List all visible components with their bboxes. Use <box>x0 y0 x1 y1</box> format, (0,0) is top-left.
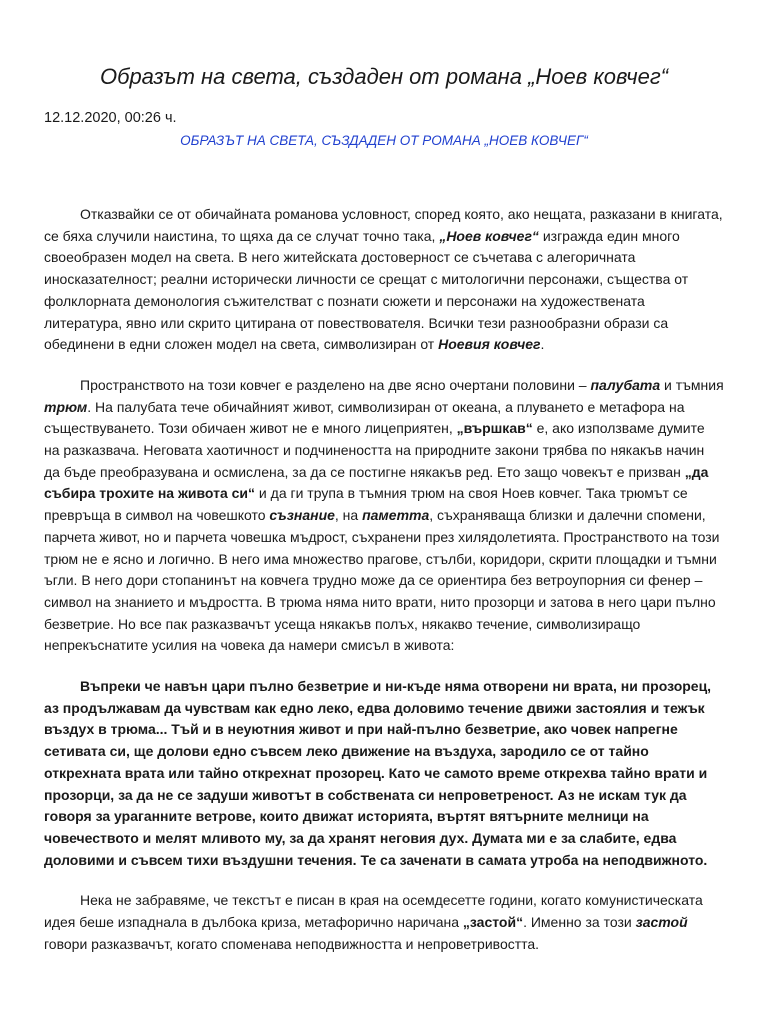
text-run: , на <box>334 507 363 524</box>
emphasis-zastoy: застой <box>635 914 688 931</box>
page-title: Образът на света, създаден от романа „Ноев ковчег“ <box>99 64 669 89</box>
paragraph-2 <box>44 375 724 657</box>
text-run: е, ако използваме думите на разказвача. Неговата хаотичност и подчинеността на природните закони трябва по някакъв начин да бъде преобразувана и осмислена, за да се постигне някакъв ред. Ето защо човекът е призван <box>44 420 705 480</box>
article-subtitle: ОБРАЗЪТ НА СВЕТА, СЪЗДАДЕН ОТ РОМАНА „НОЕВ КОВЧЕГ“ <box>180 133 588 148</box>
text-run: говори разказвачът, когато споменава неподвижността и непроветривостта. <box>44 935 540 952</box>
article-body <box>44 204 724 956</box>
emphasis-trohite: „да събира трохите на живота си“ <box>44 463 709 502</box>
text-run: изгражда един много своеобразен модел на света. В него житейската достоверност се съчетава с алегоричната иносказателност; реални исторически личности се срещат с митологични персонажи, същества от фолклорната демонология съжителстват с познати сюжети и персонажи на художествената литература, явно или скрито цитирана от повествователя. Всички тези разнообразни образи са обединени в едни сложен модел на света, символизиран от <box>44 227 689 353</box>
text-run: Нека не забравяме, че текстът е писан в края на осемдесетте години, когато комунистическата идея беше изпаднала в дълбока криза, метафорично наричана <box>44 892 703 931</box>
text-run: . <box>540 336 545 353</box>
text-run: и да ги трупа в тъмния трюм на своя Ноев ковчег. Така трюмът се превръща в символ на човешкото <box>44 485 688 524</box>
emphasis-trium: трюм <box>44 398 88 415</box>
emphasis-palubata: палубата <box>590 376 661 393</box>
text-run: , съхраняваща близки и далечни спомени, парчета живот, но и парчета човешка мъдрост, съхранени през хилядолетията. Пространството на този трюм не е ясно и логично. В него има множество прагове, стълби, коридори, скрити площадки и тъмни ъгли. В него дори стопанинът на ковчега трудно може да се ориентира без ветроупорния си фенер – символ на знанието и мъдростта. В трюма няма нито врати, нито прозорци и затова в него цари пълно безветрие. Но все пак разказвачът усеща някакъв полъх, някакво течение, символизиращо непрекъснатите усилия на човека да намери смисъл в живота: <box>44 507 720 654</box>
paragraph-1 <box>44 204 724 356</box>
block-quote: Въпреки че навън цари пълно безветрие и ни-къде няма отворени ни врата, ни прозорец, аз продължавам да чувствам как едно леко, едва доловимо течение движи застоялия и тежък въздух в трюма... Тъй и в неуютния живот и при най-пълно безветрие, ако човек напрегне сетивата си, ще долови едно съвсем леко движение на въздуха, зародило се от тайно открехната врата или тайно открехнат прозорец. Като че самото време открехва тайно врати и прозорци, за да не се задуши животът в собствената си непроветреност. Аз не искам тук да говоря за ураганните ветрове, които движат историята, въртят вятърните мелници на човечеството и мелят мливото му, за да хранят неговия дух. Думата ми е за слабите, едва доловими и съвсем тихи въздушни течения. Те са заченати в самата утроба на неподвижното. <box>44 678 712 868</box>
emphasis-saznanie: съзнание <box>269 507 335 524</box>
text-run: и тъмния <box>660 376 724 393</box>
text-run: Пространството на този ковчег е разделено на две ясно очертани половини – <box>80 376 591 393</box>
text-run: . Именно за този <box>523 914 636 931</box>
emphasis-noev-kovcheg: „Ноев ковчег“ <box>439 227 539 244</box>
emphasis-noeviya-kovcheg: Ноевия ковчег <box>438 336 541 353</box>
emphasis-pametta: паметта <box>362 507 430 524</box>
paragraph-4 <box>44 890 724 955</box>
emphasis-zastoy-quoted: „застой“ <box>462 914 524 931</box>
publish-date: 12.12.2020, 00:26 ч. <box>44 110 177 126</box>
emphasis-varshkav: „вършкав“ <box>456 420 533 437</box>
text-run: Отказвайки се от обичайната романова условност, според която, ако нещата, разказани в книгата, се бяха случили наистина, то щяха да се случат точно така, <box>44 206 723 244</box>
text-run: . На палубата тече обичайният живот, символизиран от океана, а плуването е метафора на съществуването. Този обичаен живот не е много лицеприятен, <box>44 398 685 437</box>
